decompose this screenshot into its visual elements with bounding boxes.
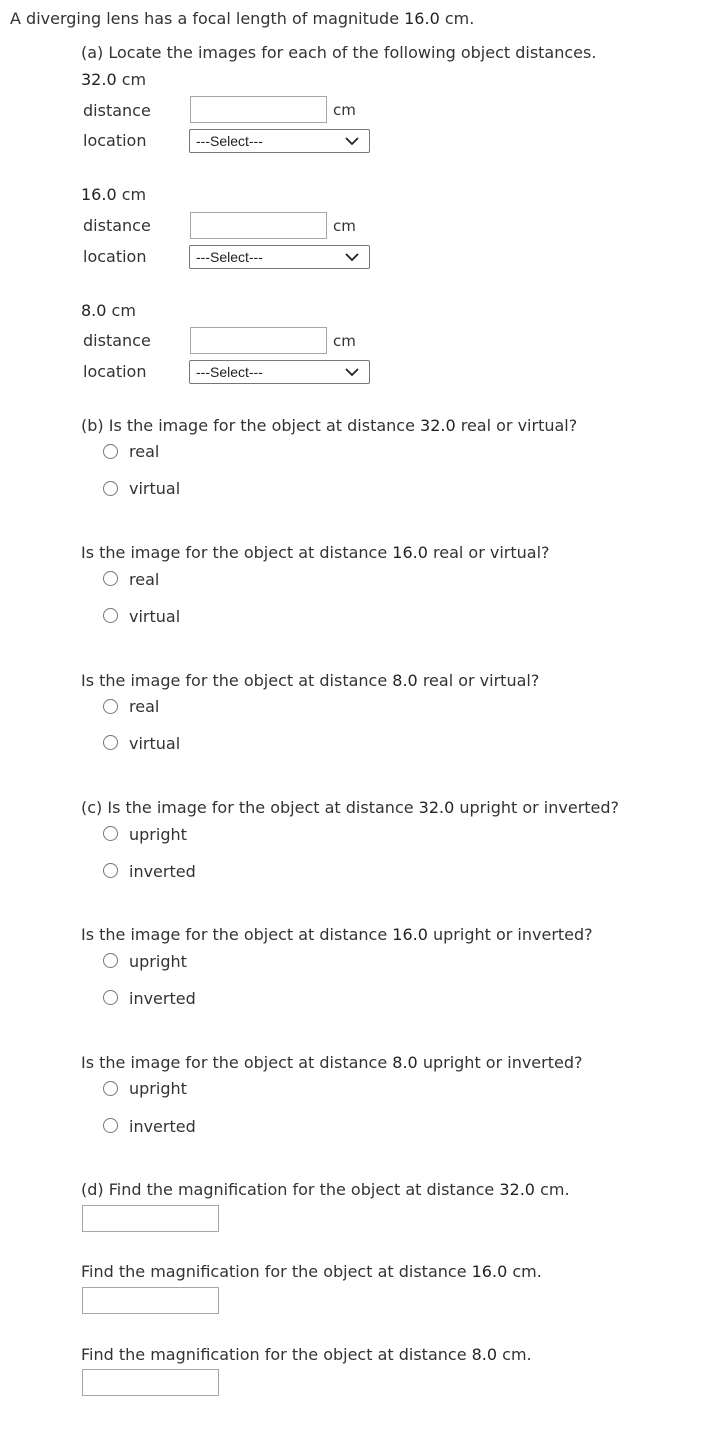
question-distance: 8.0	[392, 671, 418, 690]
image-location-select[interactable]	[189, 245, 370, 269]
chevron-down-icon	[344, 251, 360, 263]
object-distance-unit: cm	[121, 70, 147, 89]
question-text-end: upright or inverted?	[417, 1053, 583, 1072]
option-virtual-label[interactable]: virtual	[129, 734, 181, 753]
question-distance: 8.0	[471, 1345, 498, 1364]
orientation-question	[81, 925, 593, 945]
radio-virtual[interactable]	[103, 735, 118, 750]
question-distance: 32.0	[499, 1180, 535, 1199]
radio-real[interactable]	[103, 699, 118, 714]
magnification-input[interactable]	[82, 1369, 219, 1396]
option-inverted-label[interactable]: inverted	[129, 862, 196, 881]
option-real-label[interactable]: real	[129, 697, 160, 716]
chevron-down-icon	[344, 366, 360, 378]
distance-label: distance	[83, 101, 151, 120]
select-value: ---Select---	[196, 133, 263, 149]
intro-unit: cm.	[439, 9, 475, 28]
distance-label: distance	[83, 331, 151, 350]
object-distance-value: 8.0	[81, 301, 107, 320]
object-distance-heading	[81, 301, 136, 321]
object-distance-value: 32.0	[81, 70, 117, 89]
radio-real[interactable]	[103, 571, 118, 586]
option-real-label[interactable]: real	[129, 442, 160, 461]
part-b-prefix: (b)	[81, 416, 109, 435]
option-inverted-label[interactable]: inverted	[129, 989, 196, 1008]
distance-unit: cm	[333, 101, 356, 119]
question-text-end: real or virtual?	[417, 671, 540, 690]
option-upright-label[interactable]: upright	[129, 952, 187, 971]
question-text: Find the magnification for the object at distance	[81, 1262, 472, 1281]
option-inverted-label[interactable]: inverted	[129, 1117, 196, 1136]
radio-virtual[interactable]	[103, 481, 118, 496]
object-distance-heading	[81, 70, 146, 90]
object-distance-unit: cm	[111, 301, 136, 320]
question-distance: 32.0	[420, 416, 456, 435]
select-value: ---Select---	[196, 249, 263, 265]
option-virtual-label[interactable]: virtual	[129, 607, 181, 626]
radio-real[interactable]	[103, 444, 118, 459]
chevron-down-icon	[344, 135, 360, 147]
part-d-prefix: (d)	[81, 1180, 109, 1199]
question-distance: 16.0	[392, 925, 428, 944]
object-distance-unit: cm	[121, 185, 147, 204]
magnification-input[interactable]	[82, 1205, 219, 1232]
image-distance-input[interactable]	[190, 327, 327, 354]
magnification-question	[81, 1345, 532, 1365]
problem-statement	[10, 9, 474, 29]
part-c-prefix: (c)	[81, 798, 108, 817]
location-label: location	[83, 362, 147, 381]
distance-unit: cm	[333, 332, 356, 350]
question-text: Find the magnification for the object at distance	[108, 1180, 500, 1199]
focal-length-value: 16.0	[404, 9, 440, 28]
question-distance: 8.0	[392, 1053, 418, 1072]
orientation-question	[81, 1053, 583, 1073]
question-distance: 16.0	[392, 543, 428, 562]
radio-inverted[interactable]	[103, 1118, 118, 1133]
question-text-end: upright or inverted?	[454, 798, 620, 817]
magnification-input[interactable]	[82, 1287, 219, 1314]
part-d-question	[81, 1180, 570, 1200]
radio-upright[interactable]	[103, 1081, 118, 1096]
option-virtual-label[interactable]: virtual	[129, 479, 181, 498]
location-label: location	[83, 247, 147, 266]
question-text-end: cm.	[534, 1180, 570, 1199]
question-text-end: upright or inverted?	[427, 925, 593, 944]
question-text: Is the image for the object at distance	[81, 671, 393, 690]
radio-upright[interactable]	[103, 953, 118, 968]
option-upright-label[interactable]: upright	[129, 825, 187, 844]
question-text: Is the image for the object at distance	[81, 543, 393, 562]
part-b-question	[81, 416, 577, 436]
question-distance: 16.0	[471, 1262, 508, 1281]
option-real-label[interactable]: real	[129, 570, 160, 589]
location-label: location	[83, 131, 147, 150]
radio-inverted[interactable]	[103, 990, 118, 1005]
image-distance-input[interactable]	[190, 96, 327, 123]
part-c-question	[81, 798, 619, 818]
question-text: Is the image for the object at distance	[107, 798, 419, 817]
select-value: ---Select---	[196, 364, 263, 380]
intro-text: A diverging lens has a focal length of magnitude	[10, 9, 405, 28]
question-text: Is the image for the object at distance	[81, 1053, 393, 1072]
question-text-end: real or virtual?	[455, 416, 578, 435]
question-text-end: cm.	[497, 1345, 532, 1364]
question-text: Find the magnification for the object at distance	[81, 1345, 472, 1364]
question-text-end: cm.	[507, 1262, 542, 1281]
part-a-prompt: (a) Locate the images for each of the following object distances.	[81, 43, 597, 62]
radio-virtual[interactable]	[103, 608, 118, 623]
question-text-end: real or virtual?	[427, 543, 550, 562]
radio-inverted[interactable]	[103, 863, 118, 878]
real-virtual-question	[81, 671, 539, 691]
image-distance-input[interactable]	[190, 212, 327, 239]
question-distance: 32.0	[418, 798, 455, 817]
distance-label: distance	[83, 216, 151, 235]
radio-upright[interactable]	[103, 826, 118, 841]
object-distance-value: 16.0	[81, 185, 117, 204]
question-text: Is the image for the object at distance	[81, 925, 393, 944]
option-upright-label[interactable]: upright	[129, 1079, 187, 1098]
question-text: Is the image for the object at distance	[108, 416, 421, 435]
real-virtual-question	[81, 543, 550, 563]
image-location-select[interactable]	[189, 129, 370, 153]
object-distance-heading	[81, 185, 146, 205]
magnification-question	[81, 1262, 542, 1282]
image-location-select[interactable]	[189, 360, 370, 384]
distance-unit: cm	[333, 217, 356, 235]
